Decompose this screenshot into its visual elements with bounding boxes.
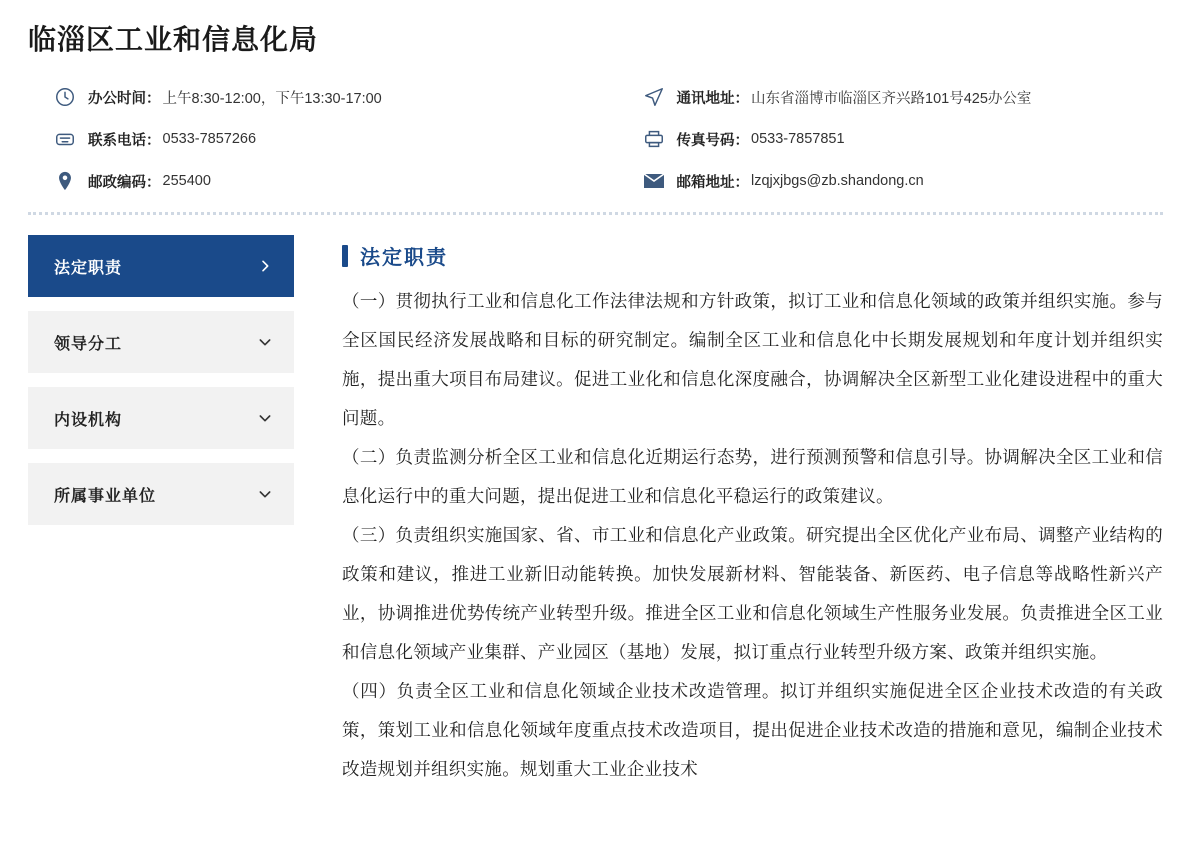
- info-value: lzqjxjbgs@zb.shandong.cn: [751, 173, 924, 189]
- chevron-right-icon: [256, 257, 274, 275]
- info-item-address: [596, 84, 1164, 110]
- info-row: [28, 126, 1163, 152]
- info-value: 山东省淄博市临淄区齐兴路101号425办公室: [751, 90, 1032, 107]
- paragraph: （三）负责组织实施国家、省、市工业和信息化产业政策。研究提出全区优化产业布局、调整产业结构的政策和建议，推进工业新旧动能转换。加快发展新材料、智能装备、新医药、电子信息等战略性新兴产业，协调推进优势传统产业转型升级。推进全区工业和信息化领域生产性服务业发展。负责推进全区工业和信息化领域产业集群、产业园区（基地）发展，拟订重点行业转型升级方案、政策并组织实施。: [342, 525, 1163, 662]
- envelope-icon: [641, 168, 667, 194]
- info-label: 联系电话：: [88, 132, 161, 149]
- sidebar: [28, 235, 294, 539]
- info-value: 0533-7857851: [751, 131, 845, 147]
- sidebar-item-affiliated-units[interactable]: [28, 463, 294, 525]
- clock-icon: [52, 84, 78, 110]
- section-accent-bar: [342, 245, 348, 267]
- info-item-phone: [28, 126, 596, 152]
- sidebar-item-leadership[interactable]: [28, 311, 294, 373]
- info-label: 办公时间：: [88, 90, 161, 107]
- info-label: 传真号码：: [676, 132, 749, 149]
- info-label: 通讯地址：: [676, 90, 749, 107]
- paragraph: （二）负责监测分析全区工业和信息化近期运行态势，进行预测预警和信息引导。协调解决全区工业和信息化运行中的重大问题，提出促进工业和信息化平稳运行的政策建议。: [342, 447, 1163, 506]
- map-pin-icon: [52, 168, 78, 194]
- sidebar-item-label: 内设机构: [54, 411, 123, 429]
- sidebar-item-label: 所属事业单位: [54, 487, 157, 505]
- chevron-down-icon: [256, 485, 274, 503]
- info-label: 邮箱地址：: [676, 174, 749, 191]
- info-item-fax: [596, 126, 1164, 152]
- info-item-postcode: [28, 168, 596, 194]
- info-value: 上午8:30-12:00，下午13:30-17:00: [162, 90, 382, 107]
- sidebar-item-label: 法定职责: [54, 259, 123, 277]
- info-value: 0533-7857266: [162, 131, 257, 147]
- main-content: [294, 235, 1163, 789]
- info-row: [28, 84, 1163, 110]
- page-title: 临淄区工业和信息化局: [28, 24, 319, 55]
- info-label: 邮政编码：: [88, 174, 161, 191]
- info-value: 255400: [162, 173, 211, 189]
- info-row: [28, 168, 1163, 194]
- paragraph: （一）贯彻执行工业和信息化工作法律法规和方针政策，拟订工业和信息化领域的政策并组织实施。参与全区国民经济发展战略和目标的研究制定。编制全区工业和信息化中长期发展规划和年度计划并组织实施，提出重大项目布局建议。促进工业化和信息化深度融合，协调解决全区新型工业化建设进程中的重大问题。: [342, 291, 1163, 428]
- chevron-down-icon: [256, 333, 274, 351]
- info-item-email: [596, 168, 1164, 194]
- phone-icon: [52, 126, 78, 152]
- sidebar-item-legal-duties[interactable]: [28, 235, 294, 297]
- info-item-office-hours: [28, 84, 596, 110]
- location-arrow-icon: [641, 84, 667, 110]
- fax-icon: [641, 126, 667, 152]
- section-title: 法定职责: [360, 247, 448, 269]
- section-header: [342, 241, 1163, 270]
- contact-info-block: [28, 84, 1163, 215]
- chevron-down-icon: [256, 409, 274, 427]
- paragraph: （四）负责全区工业和信息化领域企业技术改造管理。拟订并组织实施促进全区企业技术改造的有关政策，策划工业和信息化领域年度重点技术改造项目，提出促进企业技术改造的措施和意见，编制企业技术改造规划并组织实施。规划重大工业企业技术: [342, 681, 1163, 779]
- sidebar-item-internal-departments[interactable]: [28, 387, 294, 449]
- body-wrapper: [28, 235, 1163, 789]
- sidebar-item-label: 领导分工: [54, 335, 123, 353]
